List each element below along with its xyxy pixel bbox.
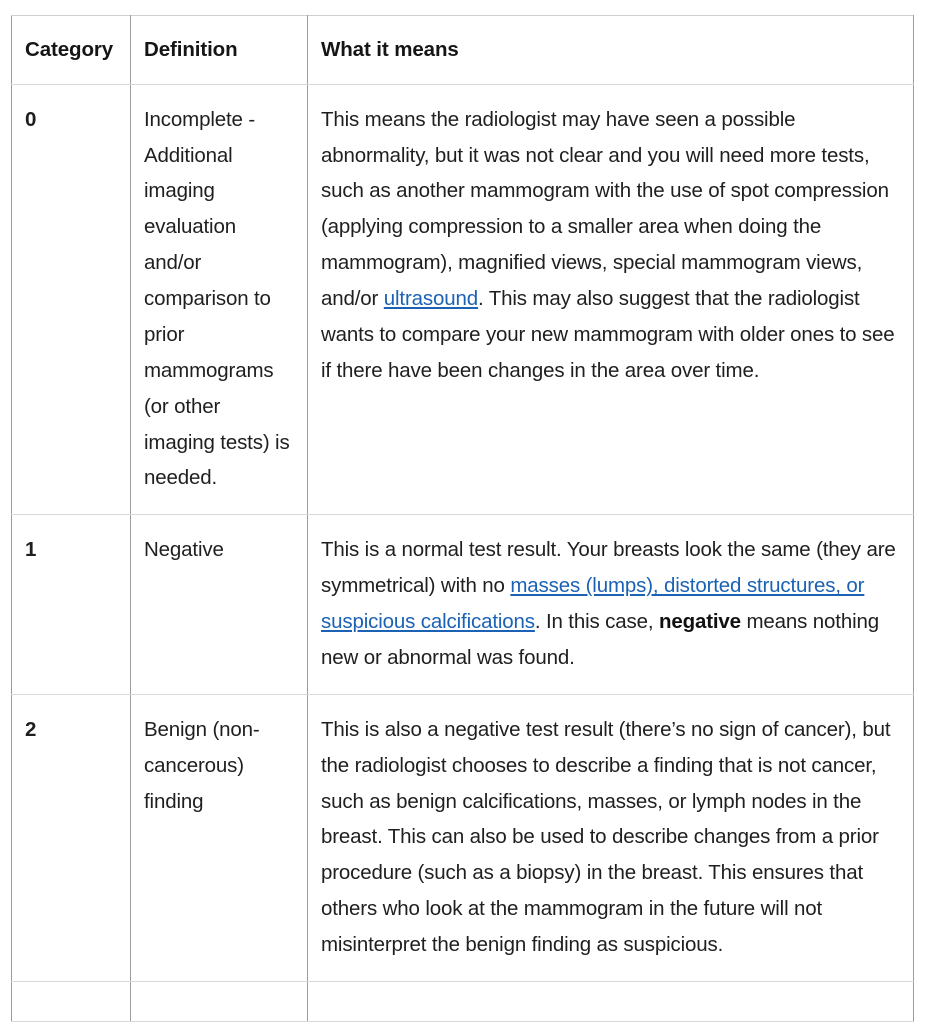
table-row [12, 515, 914, 695]
body-text: . This may also suggest that the radiologist wants to compare your new mammogram with older ones to see if there have been changes in the area over time. [321, 287, 895, 382]
table-row [12, 694, 914, 981]
cell-category: 0 [12, 84, 131, 515]
inline-link[interactable]: masses (lumps), distorted structures, or suspicious calcifications [321, 574, 865, 634]
cell-meaning [308, 515, 914, 695]
body-text: means nothing new or abnormal was found. [321, 610, 880, 669]
table-header [12, 16, 914, 85]
body-text: . In this case, [534, 610, 659, 634]
table-body [12, 84, 914, 1021]
cell-meaning [308, 694, 914, 981]
table-header-row [12, 16, 914, 85]
column-header-category: Category [12, 16, 131, 85]
birads-category-table [11, 15, 914, 1022]
table-row [12, 981, 914, 1021]
body-text: This is a normal test result. Your breasts look the same (they are symmetrical) with no [321, 538, 896, 598]
column-header-meaning: What it means [308, 16, 914, 85]
cell-definition: Incomplete - Additional imaging evaluation and/or comparison to prior mammograms (or other imaging tests) is needed. [131, 84, 308, 515]
body-text: This is also a negative test result (there’s no sign of cancer), but the radiologist chooses to describe a finding that is not cancer, such as benign calcifications, masses, or lymph nodes in the breast. This can also be used to describe changes from a prior procedure (such as a biopsy) in the breast. This ensures that others who look at the mammogram in the future will not misinterpret the benign finding as suspicious. [321, 717, 891, 957]
cell-definition: Negative [131, 515, 308, 695]
cell-definition [131, 981, 308, 1021]
cell-meaning [308, 981, 914, 1021]
cell-meaning [308, 84, 914, 515]
cell-category: 1 [12, 515, 131, 695]
table-row [12, 84, 914, 515]
emphasis-text: negative [658, 610, 741, 634]
inline-link[interactable]: ultrasound [383, 287, 479, 311]
cell-category: 2 [12, 694, 131, 981]
cell-category [12, 981, 131, 1021]
column-header-definition: Definition [131, 16, 308, 85]
cell-definition: Benign (non-cancerous) finding [131, 694, 308, 981]
body-text: This means the radiologist may have seen a possible abnormality, but it was not clear and you will need more tests, such as another mammogram with the use of spot compression (applying compression to a smaller area when doing the mammogram), magnified views, special mammogram views, and/or [321, 107, 889, 311]
